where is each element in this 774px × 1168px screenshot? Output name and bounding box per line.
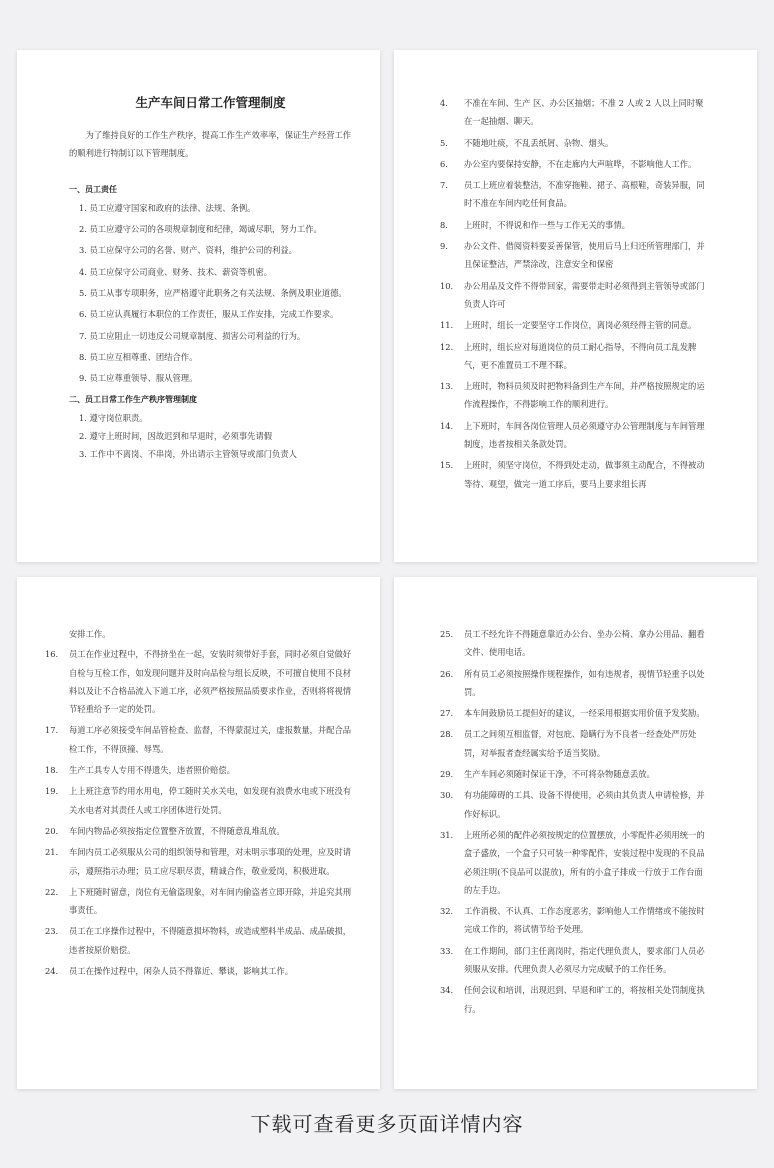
rule-number: 30. — [440, 790, 454, 801]
rule-text: 上班时，组长一定要坚守工作岗位，离岗必须经得主管的同意。 — [464, 320, 697, 331]
rule-number: 21. — [45, 847, 59, 858]
rule-item — [45, 782, 352, 819]
rule-text: 车间内员工必须服从公司的组织领导和管理，对未明示事项的处理，应及时请示，遵照指示办理；员工应尽职尽责，精诚合作，敬业爱岗，积极进取。 — [69, 847, 352, 876]
rule-item — [440, 417, 709, 454]
rule-item — [440, 786, 709, 823]
rule-number: 15. — [440, 460, 454, 471]
rule-text: 有功能障碍的工具、设备不得使用，必须由其负责人申请检修，并作好标识。 — [464, 790, 705, 819]
rule-item — [440, 704, 709, 722]
rule-item — [440, 176, 709, 213]
rule-number: 8. — [440, 219, 448, 230]
rule-item — [45, 761, 352, 779]
rule-item — [440, 665, 709, 702]
rule-item — [440, 216, 709, 234]
rule-text: 办公用品及文件不得带回家，需要带走时必须得到主管领导或部门负责人许可 — [464, 280, 705, 309]
rule-number: 28. — [440, 729, 454, 740]
rule-item — [45, 645, 352, 718]
rule-text: 上上班注意节约用水用电，停工随时关水关电，如发现有浪费水电或下班没有关水电者对其责任人或工序团体进行处罚。 — [69, 786, 352, 815]
duty-item: 5. 员工从事专项职务，应严格遵守此职务之有关法规、条例及职业道德。 — [78, 288, 347, 299]
duty-item: 9. 员工应尊重领导、服从管理。 — [78, 373, 198, 384]
rule-text: 在工作期间，部门主任离岗时，指定代理负责人，要求部门人员必须服从安排。代理负责人必须尽力完成赋予的工作任务。 — [464, 945, 705, 975]
duty-item: 1. 员工应遵守国家和政府的法律、法规、条例。 — [78, 202, 256, 213]
rule-list — [45, 645, 352, 980]
rule-item — [440, 134, 709, 152]
rule-text: 车间内物品必须按指定位置整齐放置，不得随意乱堆乱放。 — [69, 825, 285, 836]
rule-text: 员工在工序操作过程中，不得随意损坏物料，或造成塑料半成品、成品破损，违者按原价赔偿。 — [69, 926, 352, 955]
rule-item — [440, 942, 709, 979]
rule-item — [440, 765, 709, 783]
rule-text: 员工之间须互相监督，对包庇、隐瞒行为不良者一经查处严厉处罚，对举报者查经属实给予适当奖励。 — [464, 729, 697, 758]
continuation-text: 安排工作。 — [69, 629, 111, 639]
duty-item: 4. 员工应保守公司商业、财务、技术、薪资等机密。 — [78, 266, 273, 277]
document-page-4 — [394, 577, 757, 1089]
rule-text: 任何会议和培训，出现迟到、早退和旷工的，将按相关处罚制度执行。 — [464, 985, 705, 1014]
duty-item: 2. 员工应遵守公司的各项规章制度和纪律，竭诚尽职，努力工作。 — [78, 224, 322, 235]
rule-number: 25. — [440, 629, 454, 639]
rule-text: 上下班随时留意，岗位有无偷盗现象，对车间内偷盗者立即开除，并追究其刑事责任。 — [69, 886, 352, 916]
rule-number: 12. — [440, 341, 454, 352]
rule-text: 上班时，不得说和作一些与工作无关的事情。 — [464, 219, 630, 230]
rule-number: 5. — [440, 137, 448, 148]
rule-text: 上班时，须坚守岗位，不得到处走动，做事须主动配合，不得被动等待、观望，做完一道工序后，要马上要求组长再 — [464, 460, 705, 489]
rule-text: 不随地吐痰，不乱丢纸屑、杂物、烟头。 — [464, 137, 614, 148]
rule-list — [69, 409, 352, 464]
rule-item — [440, 316, 709, 334]
intro-paragraph: 为了维持良好的工作生产秩序，提高工作生产效率率，保证生产经营工作的顺利进行特制订以下管理制度。 — [69, 130, 352, 159]
rule-item — [45, 822, 352, 840]
rule-list — [440, 625, 709, 1018]
rule-text: 员工在作业过程中，不得挤坐在一起，安装时须带好手套，同时必须自觉做好自检与互检工作，如发现问题并及时向品检与组长反映，不可擅自使用不良材料以及让不合格品流入下道工序，必须严格按照品质要求作业，否则将将视情节轻重给予一定的处罚。 — [69, 649, 352, 715]
duty-item: 8. 员工应互相尊重、团结合作。 — [78, 351, 198, 362]
rule-number: 13. — [440, 381, 454, 392]
rule-item: 2. 遵守上班时间，因故迟到和早退时，必须事先请假 — [78, 431, 273, 442]
rule-number: 34. — [440, 985, 454, 996]
rule-item — [45, 922, 352, 959]
duty-item: 3. 员工应保守公司的名誉、财产、资料，维护公司的利益。 — [78, 245, 297, 256]
rule-item — [440, 625, 709, 662]
rule-number: 7. — [440, 180, 448, 191]
rule-item — [45, 962, 352, 980]
rule-item — [440, 277, 709, 314]
rule-text: 不准在车间、生产 区、办公区抽烟；不准 2 人或 2 人以上同时聚在一起抽烟、聊天。 — [464, 98, 704, 127]
duty-item: 6. 员工应认真履行本职位的工作责任，服从工作安排，完成工作要求。 — [78, 309, 339, 320]
rule-text: 上班所必须的配件必须按规定的位置摆放，小零配件必须用统一的盒子盛放，一个盒子只可装一种零配件，安装过程中发现的不良品必须注明(不良品可以混放)，所有的小盒子排成一行放于工作台面的左手边。 — [464, 829, 705, 895]
rule-number: 26. — [440, 668, 454, 679]
rule-text: 员工不经允许不得随意靠近办公台、坐办公椅、拿办公用品、翻看文件、使用电话。 — [464, 629, 705, 658]
rule-number: 9. — [440, 241, 448, 252]
rule-item — [440, 377, 709, 414]
rule-text: 办公室内要保持安静，不在走廊内大声喧哗，不影响他人工作。 — [464, 158, 697, 169]
rule-number: 29. — [440, 769, 454, 780]
rule-number: 24. — [45, 966, 59, 977]
document-page-3 — [17, 577, 380, 1089]
rule-text: 办公文件、借阅资料要妥善保管，使用后马上归还所管理部门，并且保证整洁，严禁涂改，注意安全和保密 — [464, 241, 705, 270]
rule-text: 上下班时，车间各岗位管理人员必须遵守办公管理制度与车间管理制度，违者按相关条款处罚。 — [464, 420, 705, 450]
duty-item: 7. 员工应阻止一切违反公司规章制度、损害公司利益的行为。 — [78, 330, 306, 341]
rule-text: 本车间鼓励员工提但好的建议，一经采用根据实用价值予发奖励。 — [464, 708, 705, 719]
rule-number: 33. — [440, 945, 454, 956]
duty-list — [69, 199, 352, 388]
rule-number: 31. — [440, 829, 454, 840]
section-heading-2: 二、员工日常工作生产秩序管理制度 — [69, 394, 197, 404]
rule-item — [440, 155, 709, 173]
download-more-footer[interactable]: 下载可查看更多页面详情内容 — [250, 1112, 524, 1136]
document-page-2 — [394, 50, 757, 562]
rule-item: 3. 工作中不离岗、不串岗，外出请示主管领导或部门负责人 — [78, 449, 297, 460]
rule-number: 20. — [45, 825, 59, 836]
rule-item — [440, 237, 709, 274]
rule-item — [45, 721, 352, 758]
rule-text: 员工上班应着装整洁，不准穿拖鞋、裙子、高根鞋，奇装异服，同时不准在车间内吃任何食品。 — [464, 180, 705, 209]
rule-number: 23. — [45, 926, 59, 937]
rule-item: 1. 遵守岗位职责。 — [78, 412, 148, 423]
rule-text: 员工在操作过程中，闲杂人员不得靠近、攀谈，影响其工作。 — [69, 966, 294, 977]
rule-number: 32. — [440, 906, 454, 917]
rule-item — [440, 456, 709, 493]
rule-item — [440, 902, 709, 939]
rule-number: 18. — [45, 765, 59, 776]
rule-item — [45, 883, 352, 920]
rule-number: 17. — [45, 725, 59, 736]
rule-number: 22. — [45, 886, 59, 897]
document-page-1 — [17, 50, 380, 562]
rule-item — [440, 826, 709, 899]
rule-number: 10. — [440, 280, 454, 291]
rule-number: 4. — [440, 98, 448, 108]
rule-number: 19. — [45, 786, 59, 797]
rule-text: 所有员工必须按照操作规程操作，如有违规者，视情节轻重予以处罚。 — [464, 668, 705, 697]
rule-list — [440, 94, 709, 493]
rule-item — [440, 981, 709, 1018]
rule-number: 14. — [440, 420, 454, 431]
rule-number: 11. — [440, 320, 454, 331]
rule-text: 生产车间必须随时保证干净，不可将杂物随意丢放。 — [464, 769, 655, 780]
rule-text: 工作消极、不认真、工作态度恶劣，影响他人工作情绪或不能按时完成工作的，将试情节给予处理。 — [464, 906, 705, 935]
rule-item — [440, 94, 709, 131]
rule-item — [45, 843, 352, 880]
rule-text: 生产工具专人专用不得遗失，违者照价赔偿。 — [69, 765, 235, 776]
rule-number: 16. — [45, 649, 59, 660]
rule-text: 上班时，组长应对每道岗位的员工耐心指导，不得向员工乱发脾气，更不准置员工不理不睬。 — [464, 341, 697, 370]
rule-text: 上班时，物料员须及时把物料备到生产车间，并严格按照规定的运作流程操作，不得影响工作的顺利进行。 — [464, 381, 705, 410]
rule-item — [440, 338, 709, 375]
rule-number: 6. — [440, 158, 448, 169]
rule-text: 每道工序必须接受车间品管检查、监督，不得蒙混过关，虚报数量，并配合品检工作，不得顶撞、辱骂。 — [69, 725, 352, 754]
rule-item — [440, 725, 709, 762]
document-title: 生产车间日常工作管理制度 — [135, 95, 286, 110]
rule-number: 27. — [440, 708, 454, 719]
section-heading-1: 一、员工责任 — [69, 184, 117, 194]
